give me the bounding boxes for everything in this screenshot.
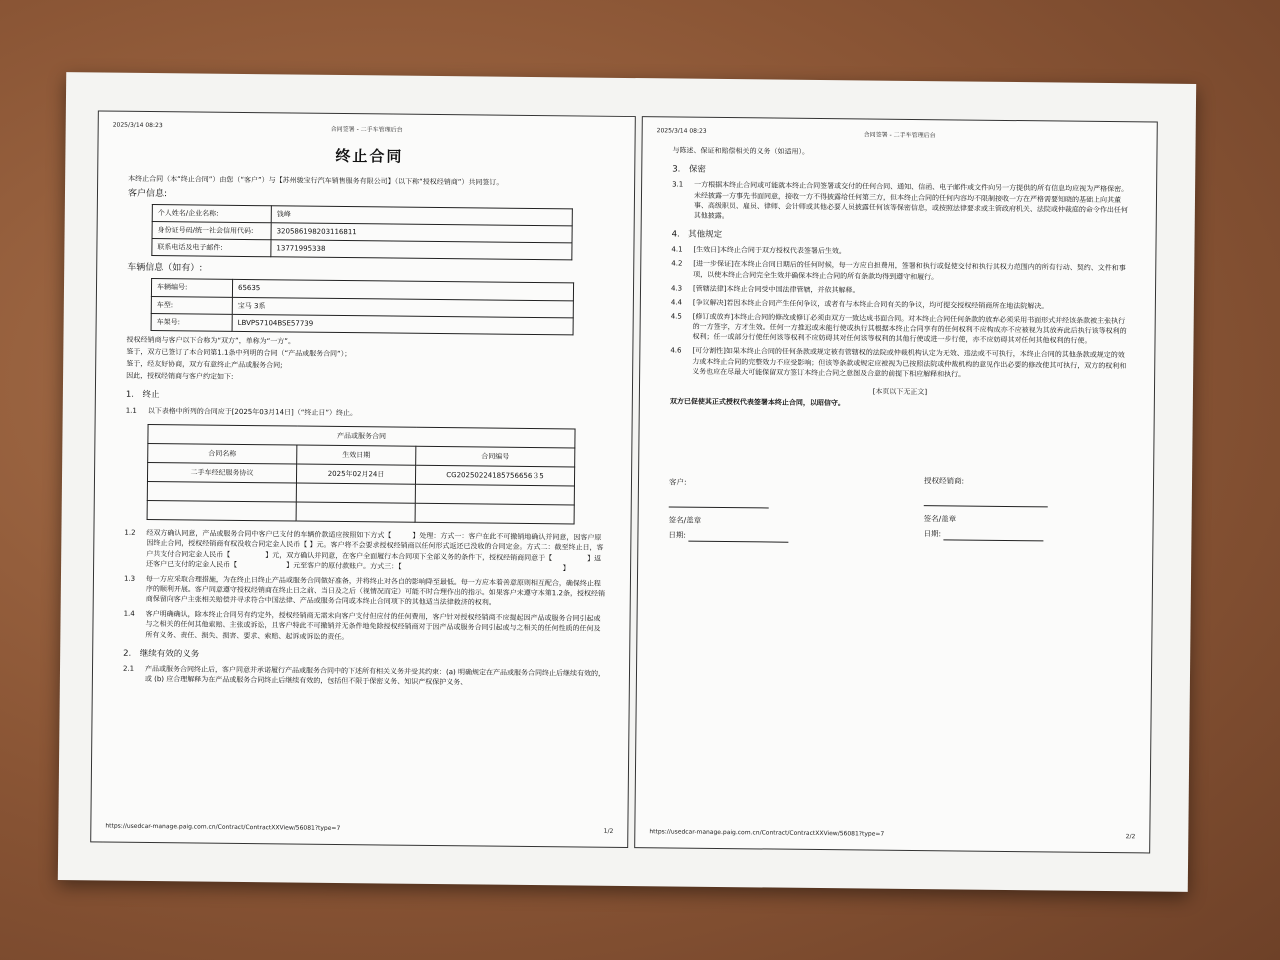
date-line [943,531,1043,541]
column-header: 生效日期 [297,445,416,465]
customer-info-table [151,204,573,261]
clause-number: 4.6 [670,346,682,356]
column-header: 合同编号 [416,446,575,467]
clause-number: 3.1 [672,180,684,190]
clause-4-2 [671,259,1131,284]
contract-page-1 [90,110,636,848]
page-number: 1/2 [603,828,614,836]
clause-text: [可分割性]如果本终止合同的任何条款或规定被有管辖权的法院或仲裁机构认定为无效、违法或不可执行，本终止合同的其他条款或规定的效力或本终止合同的完整效力不应受影响；但该等条款或规定应被视为已按照法院或仲裁机构的意见作出必要的修改使其可执行，双方的权利和义务也应在尽最大可能保留双方签订本终止合同之意图及合意的前提下相应解释和执行。 [692,347,1127,379]
field-value: 65635 [232,280,573,301]
clause-1-4 [123,609,605,644]
field-label: 车辆编号: [151,279,232,297]
clause-text: [修订或放弃]本终止合同的修改或修订必须由双方一致达成书面合同。对本终止合同任何条款的放弃必须采用书面形式并经该条款被主张执行的一方签字，方才生效。任何一方推迟或未能行使或执行其根据本终止合同享有的任何权利不应构成亦不应被视为其放弃此后执行该等权利的权利；任一或部分行使任何该等权利不应妨碍其对任何该等权利的其他行使或进一步行使，亦不应妨碍其对任何其他权利的行使。 [692,312,1127,346]
header-title: 合同签署 - 二手车管理后台 [330,125,403,134]
signature-line [669,498,769,508]
dealer-label: 授权经销商: [923,476,965,486]
section-4-title: 4. 其他规定 [671,229,723,240]
clause-text: 以下表格中所列的合同应于[2025年03月14日]（“终止日”）终止。 [147,406,358,417]
clause-text: [进一步保证]在本终止合同日期后的任何时候，每一方应自担费用，签署和执行或促使交付和执行其权力范围内的所有行动、契约、文件和事项，以使本终止合同完全生效并确保本终止合同的所有条款均得到遵守和履行。 [693,260,1126,281]
clause-number: 2.1 [122,664,135,673]
clause-text: 经双方确认同意，产品或服务合同中客户已支付的车辆价款适应按照如下方式【 】处理：方式一：客户在此不可撤销地确认并同意，因客户原因终止合同，授权经销商有权没收合同定金人民币【 】元。客户将不会要求授权经销商以任何形式返还已没收的合同定金。方式二：截至终止日，客户共支付合同定金人民币【 】元，双方确认并同意，在客户全面履行本合同项下全部义务的条件下，授权经销商同意于【 】返还客户已支付的定金人民币【 】元至客户的原付款账户。方式三：【 】 [146,529,604,573]
clause-number: 1.3 [123,574,136,583]
section-3-title: 3. 保密 [672,164,706,175]
clause-1-3 [124,574,606,609]
column-header: 合同名称 [148,443,297,464]
field-value: 钱峰 [271,206,572,226]
clause-number: 4.5 [670,312,682,321]
paper-sheet [58,72,1196,892]
clause-4-1 [671,245,1131,260]
agreement-paragraph: 因此，授权经销商与客户约定如下: [126,371,234,382]
footer-url: https://usedcar-manage.paig.com.cn/Contract/ContractXXView/56081?type=7 [649,828,885,839]
date-label: 日期: [668,530,687,540]
table-row [152,239,572,261]
section-1-title: 1. 终止 [125,390,160,401]
table-row [147,501,574,524]
table-cell: 2025年02月24日 [296,464,415,484]
sign-stamp-label: 签名/盖章 [668,515,702,525]
table-cell: 二手车经纪服务协议 [147,463,296,484]
clause-4-4 [671,297,1131,312]
page-footer [649,829,1135,843]
clause-1-1 [126,405,608,420]
field-label: 个人姓名/企业名称: [152,204,271,222]
field-value: 13771995338 [271,240,572,260]
continued-text: 与陈述、保证和赔偿相关的义务（如适用）。 [672,146,810,156]
page-header [112,121,621,134]
page-header [656,127,1143,140]
field-label: 身份证号码/统一社会信用代码: [152,222,271,240]
signature-line [924,497,1048,507]
print-date: 2025/3/14 08:23 [112,121,163,130]
clause-number: 4.2 [671,259,683,269]
definition-paragraph: 授权经销商与客户以下合称为“双方”，单称为“一方”。 [126,335,296,346]
clause-3-1 [672,180,1132,225]
customer-signature-block [668,477,789,542]
clause-number: 1.2 [124,529,136,538]
table-title: 产品或服务合同 [148,424,575,448]
recital-paragraph: 鉴于，双方已签订了本合同第1.1条中列明的合同（“产品或服务合同”）； [126,347,352,359]
clause-text: 产品或服务合同终止后，客户同意并承诺履行产品或服务合同中的下述所有相关义务并受其约束：(a) 明确规定在产品或服务合同终止后继续有效的，或 (b) 应合理解释为在产品或服务合同终止后继续有效的，包括但不限于保密义务、知识产权保护义务、 [144,664,606,687]
page-footer [105,823,613,837]
service-contract-table [147,424,576,525]
page-number: 2/2 [1125,833,1136,841]
field-value: 宝马 3系 [232,297,573,318]
date-line [688,532,788,542]
section-2-title: 2. 继续有效的义务 [123,648,200,660]
clause-number: 4.3 [670,284,683,293]
clause-text: 每一方应采取合理措施，为在终止日终止产品或服务合同做好准备，并将终止对各自的影响降至最低。每一方应本着善意原则相互配合，确保终止程序的顺利开展。客户同意遵守授权经销商在终止日之前、当日及之后（视情况而定）可能不时合理作出的指示。如果客户未遵守本第1.2条，授权经销商保留向客户主张相关赔偿并寻求符合中国法律、产品或服务合同或本终止合同项下的其他适当法律救济的权利。 [145,574,606,607]
recital-paragraph: 鉴于，经友好协商，双方有意终止产品或服务合同; [126,359,283,370]
footer-url: https://usedcar-manage.paig.com.cn/Contract/ContractXXView/56081?type=7 [105,822,341,833]
field-value: 320586198203116811 [271,223,572,243]
customer-section-title: 客户信息: [127,188,168,200]
print-date: 2025/3/14 08:23 [656,127,707,135]
field-label: 车架号: [151,313,232,331]
table-cell: CG20250224185756656３5 [415,465,574,486]
clause-4-6 [670,346,1130,381]
clause-text: [争议解决]若因本终止合同产生任何争议，或者有与本终止合同有关的争议，均可提交授权经销商所在地法院解决。 [692,298,1049,311]
sign-stamp-label: 签名/盖章 [923,513,957,524]
clause-text: [生效日]本终止合同于双方授权代表签署后生效。 [693,246,846,256]
date-label: 日期: [923,528,942,538]
clause-number: 4.4 [670,298,683,307]
dealer-signature-block [923,476,1048,541]
table-row [151,313,573,335]
clause-4-5 [670,311,1130,346]
clause-text: 一方根据本终止合同或可能就本终止合同签署或交付的任何合同、通知、信函、电子邮件或文件向另一方提供的所有信息均应视为严格保密。未经披露一方事先书面同意，接收一方不得披露给任何第三方，但本终止合同的任何内容均不限制接收一方在严格需要知晓的基础上向其董事、高级职员、雇员、律师、会计师或其他必要人员披露任何该等保密信息，或按照法律要求或主管政府机关、法院或仲裁庭的命令作出任何其他披露。 [693,181,1129,220]
document-title: 终止合同 [335,146,404,166]
clause-text: [管辖法律]本终止合同受中国法律管辖，并依其解释。 [692,284,860,295]
clause-number: 4.1 [671,245,683,254]
field-value: LBVPS7104BSE57739 [232,314,573,335]
clause-number: 1.4 [123,609,135,619]
customer-label: 客户: [668,477,687,487]
clause-2-1 [123,664,605,689]
intro-paragraph: 本终止合同（本“终止合同”）由您（“客户”）与【苏州骏宝行汽车销售服务有限公司】（以下称“授权经销商”）共同签订。 [128,174,504,187]
vehicle-info-table [151,278,575,335]
clause-number: 1.1 [125,406,137,415]
witness-statement: 双方已促使其正式授权代表签署本终止合同，以昭信守。 [669,397,845,408]
vehicle-section-title: 车辆信息（如有）: [127,263,203,274]
clause-1-2 [124,528,606,574]
end-of-text-note: [本页以下无正文] [872,387,928,397]
field-label: 车型: [151,296,232,314]
clause-text: 客户明确确认，除本终止合同另有约定外，授权经销商无需未向客户支付但应付的任何费用，客户针对授权经销商不应提起因产品或服务合同引起或与之相关的任何其他索赔、主张或诉讼，且客户特此不可撤销并无条件地免除授权经销商对于因产品或服务合同引起或与之相关的任何性质的任何及所有义务、责任、损失、损害、要求、索赔、起诉或诉讼的责任。 [145,610,601,641]
header-title: 合同签署 - 二手车管理后台 [863,131,936,140]
clause-4-3 [671,283,1131,298]
contract-page-2 [634,116,1158,853]
field-label: 联系电话及电子邮件: [152,239,271,257]
